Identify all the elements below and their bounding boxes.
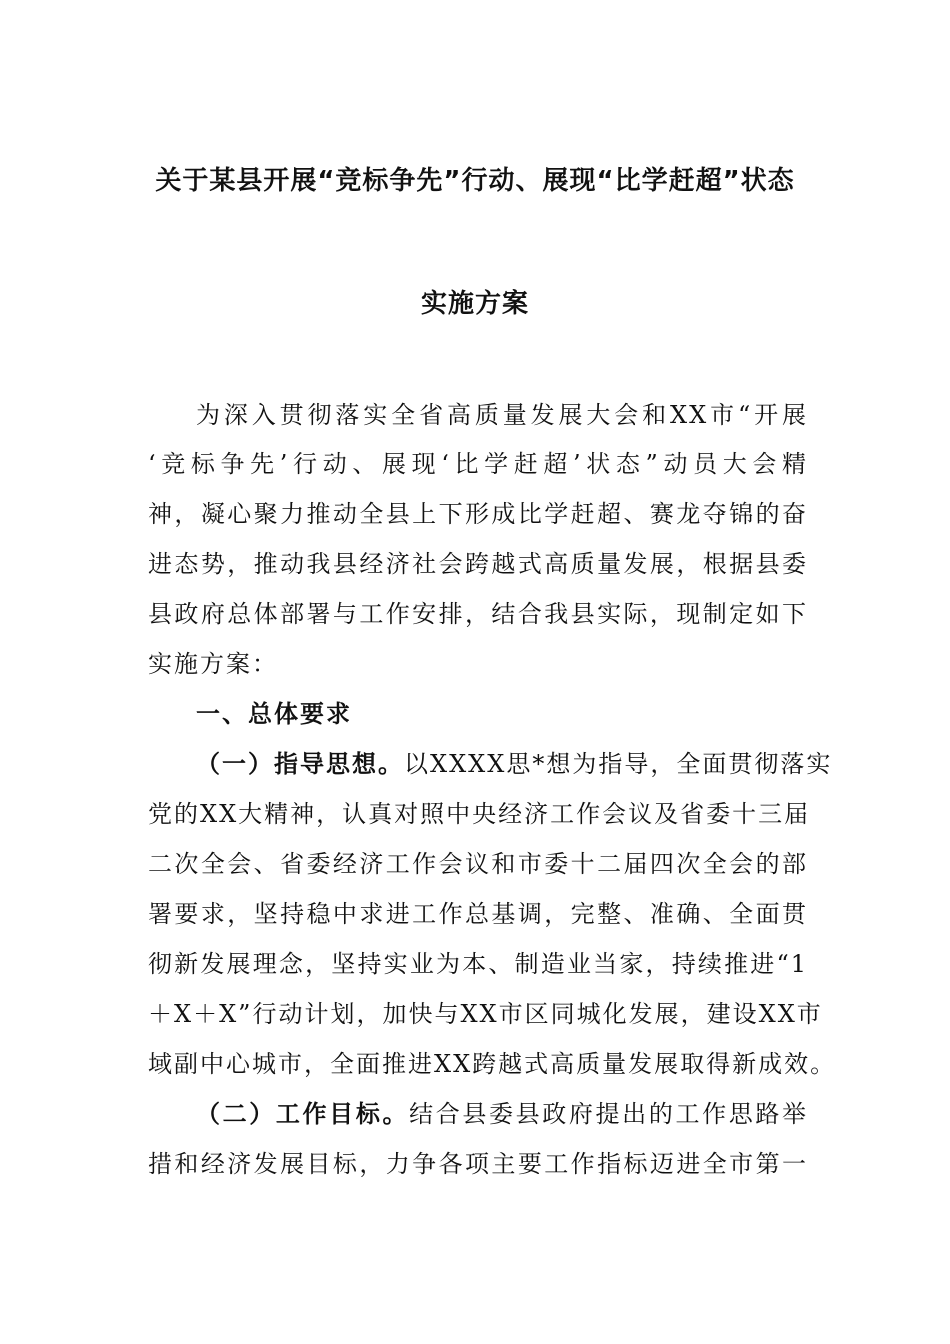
intro-paragraph-line: 进态势，推动我县经济社会跨越式高质量发展，根据县委 [148, 550, 808, 578]
subsection-label: （二）工作目标。 [196, 1100, 410, 1128]
document-title-line2: 实施方案 [420, 289, 529, 319]
intro-paragraph-line: ‘竞标争先’行动、展现‘比学赶超’状态”动员大会精 [148, 450, 808, 478]
subsection-first-line [196, 748, 833, 780]
subsection-line: 党的XX大精神，认真对照中央经济工作会议及省委十三届 [148, 800, 811, 828]
subsection-line: 署要求，坚持稳中求进工作总基调，完整、准确、全面贯 [148, 900, 808, 928]
intro-paragraph-line: 为深入贯彻落实全省高质量发展大会和XX市“开展 [196, 401, 808, 429]
subsection-line: 彻新发展理念，坚持实业为本、制造业当家，持续推进“1 [148, 950, 808, 978]
subsection-line: 措和经济发展目标，力争各项主要工作指标迈进全市第一 [148, 1150, 808, 1178]
subsection-first-line [196, 1098, 808, 1130]
intro-paragraph-line: 实施方案： [148, 650, 278, 678]
subsection-text: 以XXXX思*想为指导，全面贯彻落实 [404, 750, 833, 778]
subsection-label: （一）指导思想。 [196, 750, 404, 778]
subsection-line: ＋X＋X”行动计划，加快与XX市区同城化发展，建设XX市 [148, 1000, 823, 1028]
subsection-line: 二次全会、省委经济工作会议和市委十二届四次全会的部 [148, 850, 808, 878]
subsection-text: 结合县委县政府提出的工作思路举 [409, 1100, 809, 1128]
intro-paragraph-line: 县政府总体部署与工作安排，结合我县实际，现制定如下 [148, 600, 808, 628]
document-title-line1: 关于某县开展“竞标争先”行动、展现“比学赶超”状态 [155, 166, 795, 196]
intro-paragraph-line: 神，凝心聚力推动全县上下形成比学赶超、赛龙夺锦的奋 [148, 500, 808, 528]
subsection-line: 域副中心城市，全面推进XX跨越式高质量发展取得新成效。 [148, 1050, 837, 1078]
section-heading: 一、总体要求 [196, 700, 352, 728]
